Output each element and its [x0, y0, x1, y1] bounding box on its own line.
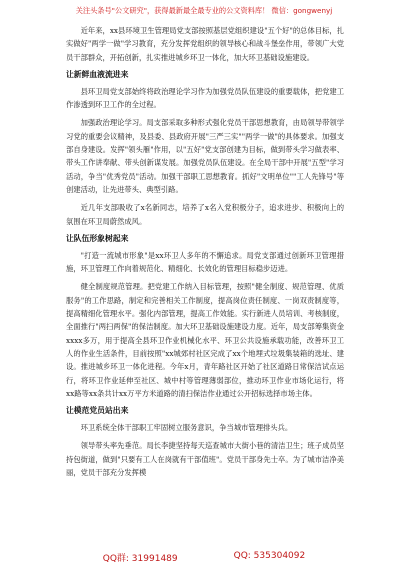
paragraph: 环卫系统全体干部职工牢固树立服务意识，争当城市管理排头兵。 — [80, 423, 293, 433]
paragraph: 加强政治理论学习。局支部采取多种形式强化党员干部思想教育，由局领导带领学习党的重要会议精神，及县委、县政府开展"三严三实""两学一做"的具体要求。加强支部自身建设。发挥"领头雁"作用，以"五好"党支部创建为目标，做到带头学习做表率、带头工作讲奉献、带头创新谋发展。加强党员队伍建设。在全局干部中开展"五型"学习活动，争当"优秀党员"活动。加强干部职工思想教育。抓好"文明单位""工人先锋号"等创建活动，让先进带头、典型引路。 — [66, 118, 344, 194]
paragraph: 县环卫局党支部始终将政治理论学习作为加强党员队伍建设的重要载体，把党建工作渗透到环卫工作的全过程。 — [66, 86, 344, 110]
section-heading: 让模范党员站出来 — [66, 406, 129, 416]
paragraph: 领导带头率先垂范。局长李捷坚持每天巡查城市大街小巷的清洁卫生；班子成员坚持包街道，做到"只要有工人在岗就有干部值班"。党员干部身先士卒。为了城市洁净美丽，党员干部充分发挥模 — [66, 441, 344, 478]
qq-group-text: QQ群: 31991489 — [102, 554, 178, 564]
header-notice: 关注头条号"公文研究"，获得最新最全最专业的公文资料库！ 微信：gongwenyj — [75, 6, 333, 15]
qq-text: QQ: 535304092 — [233, 551, 306, 561]
article-body — [66, 24, 344, 479]
paragraph: "打造一流城市形象"是xx环卫人多年的不懈追求。局党支部通过创新环卫管理措施，环卫管理工作向着规范化、精细化、长效化的管理目标稳步迈进。 — [66, 250, 344, 274]
section-heading: 让队伍形象树起来 — [66, 233, 129, 243]
paragraph: 健全制度规范管理。把党建工作纳入目标管理，按照"健全制度、规范管理、优质服务"的工作思路，制定和完善相关工作制度，提高岗位责任制度、一岗双责制度等，提高精细化管理水平。强化内部管理，提高工作效能。实行新进人员培训、考核制度，全面推行"两扫两保"的保洁制度。加大环卫基础设施建设力度。近年，局支部筹集资金xxxx多万，用于提高全县环卫作业机械化水平、环卫公共设施承载功能，改善环卫工人的作业生活条件，目前按照"xx城郊村社区完成了xx个地埋式垃圾集装箱的选址、建设。推进城乡环卫一体化进程。今年x月，青年路社区开始了社区道路日常保洁试点运行，将环卫作业延伸至社区、城中村等管理薄弱部位，推动环卫作业市场化运行，将xx路等xx条共计xx万平方米道路的清扫保洁作业通过公开招标选择市场主体。 — [66, 282, 344, 398]
paragraph: 近几年支部吸收了x名新同志，培养了x名入党积极分子，追求进步、积极向上的氛围在环卫局蔚然成风。 — [66, 203, 344, 226]
footer-contacts — [0, 551, 408, 564]
paragraph: 近年来，xx县环境卫生管理局党支部按照基层党组织建设"五个好"的总体目标，扎实做好"两学一做"学习教育，充分发挥党组织的领导核心和战斗堡垒作用，带领广大党员干部群众，开拓创新，扎实推进城乡环卫一体化，加大环卫基础设施建设。 — [66, 26, 344, 62]
section-heading: 让新鲜血液流进来 — [66, 69, 129, 79]
